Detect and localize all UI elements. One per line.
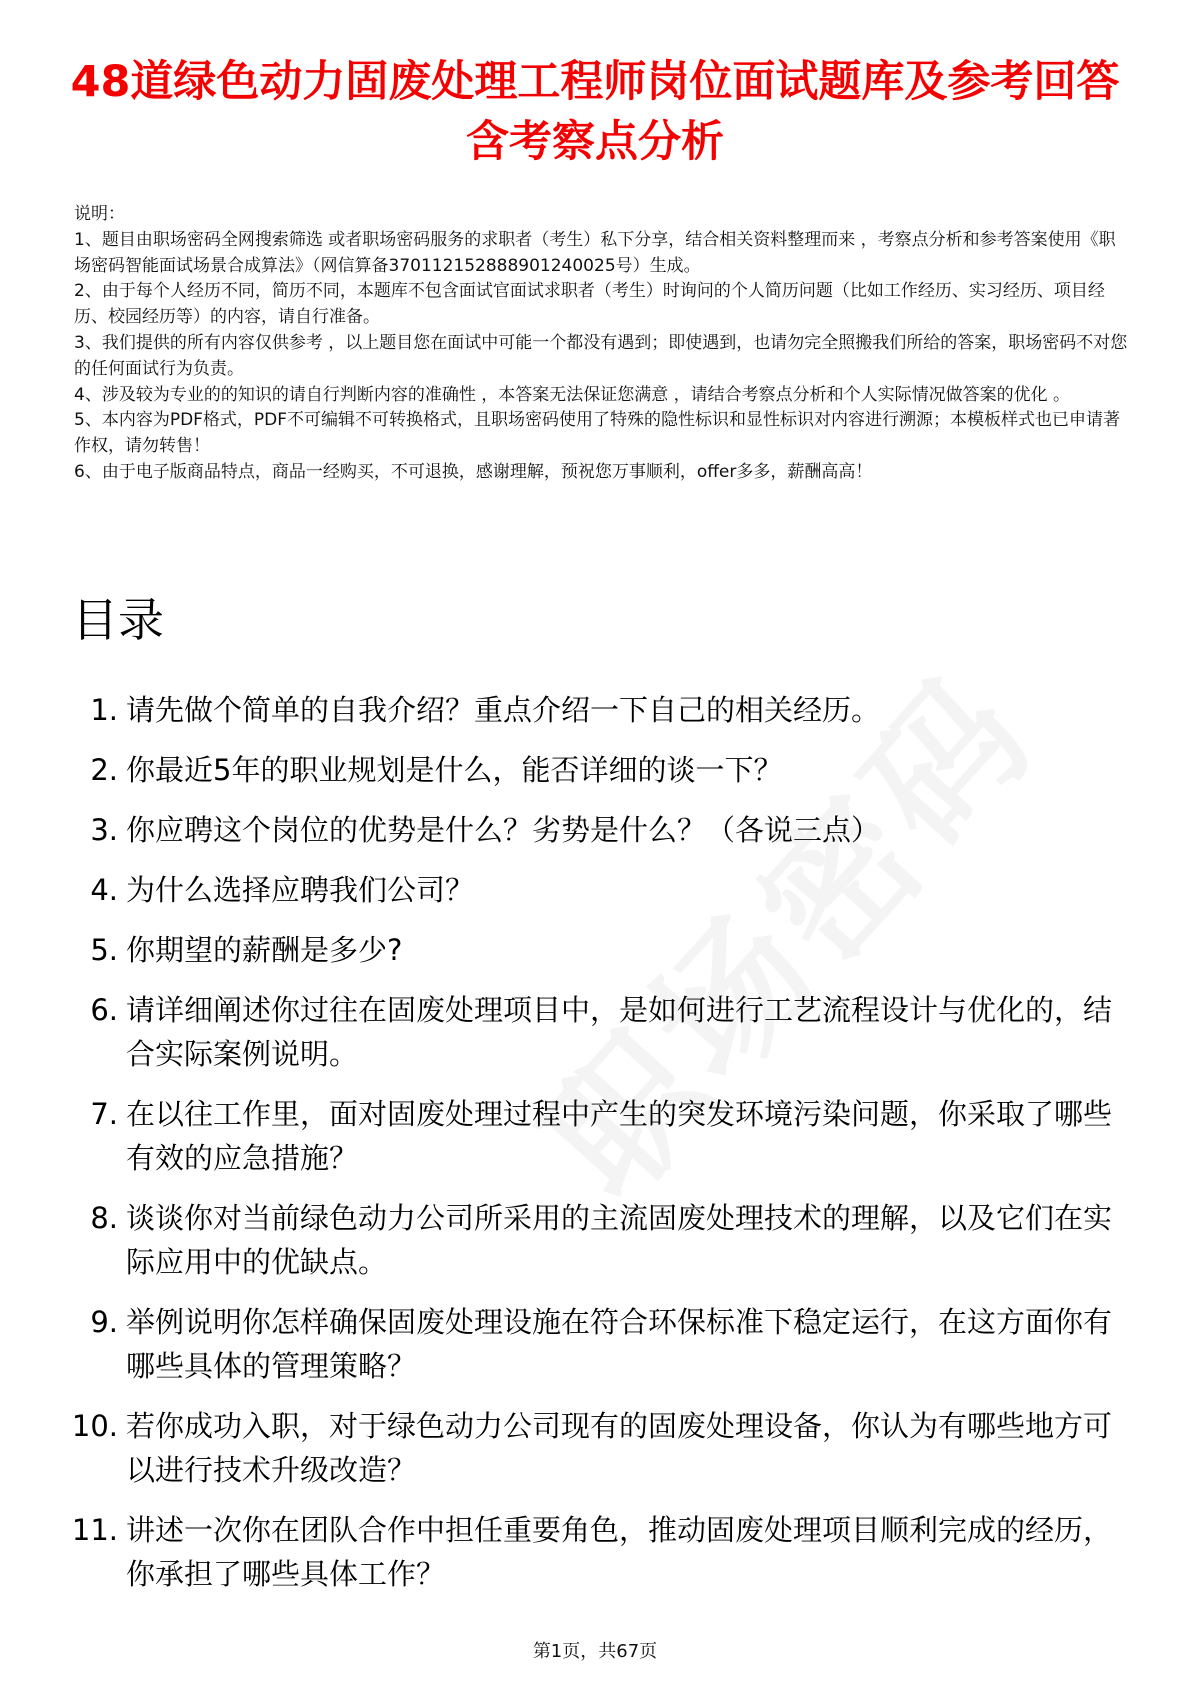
toc-item-number: 2. xyxy=(90,753,118,787)
note-item: 5、本内容为PDF格式，PDF不可编辑不可转换格式，且职场密码使用了特殊的隐性标识和显性标识对内容进行溯源；本模板样式也已申请著作权，请勿转售！ xyxy=(74,410,1121,457)
note-item: 1、题目由职场密码全网搜索筛选 或者职场密码服务的求职者（考生）私下分享，结合相关资料整理而来 ，考察点分析和参考答案使用《职场密码智能面试场景合成算法》（网信算备370112152888901240025号）生成。 xyxy=(74,229,1116,276)
toc-item-number: 7. xyxy=(90,1097,118,1131)
note-item: 2、由于每个人经历不同，简历不同，本题库不包含面试官面试求职者（考生）时询问的个人简历问题（比如工作经历、实习经历、项目经历、校园经历等）的内容，请自行准备。 xyxy=(74,281,1105,328)
toc-item-text: 在以往工作里，面对固废处理过程中产生的突发环境污染问题，你采取了哪些有效的应急措施？ xyxy=(126,1097,1113,1175)
toc-item-number: 1. xyxy=(90,693,118,727)
toc-item-text: 你应聘这个岗位的优势是什么？劣势是什么？（各说三点） xyxy=(126,813,881,847)
toc-item-number: 3. xyxy=(90,813,118,847)
toc-item-text: 你最近5年的职业规划是什么，能否详细的谈一下？ xyxy=(126,753,783,787)
toc-item[interactable] xyxy=(60,928,1120,972)
toc-item-text: 你期望的薪酬是多少? xyxy=(126,933,403,967)
toc-item-text: 若你成功入职，对于绿色动力公司现有的固废处理设备，你认为有哪些地方可以进行技术升级改造？ xyxy=(126,1409,1113,1487)
toc-item-number: 4. xyxy=(90,873,118,907)
toc-item-text: 为什么选择应聘我们公司？ xyxy=(126,873,475,907)
toc-item[interactable] xyxy=(60,808,1120,852)
toc-item-number: 11. xyxy=(71,1513,118,1547)
note-item: 6、由于电子版商品特点，商品一经购买，不可退换，感谢理解，预祝您万事顺利，offer多多，薪酬高高！ xyxy=(74,461,873,482)
notes-heading: 说明： xyxy=(74,204,125,224)
notes-section xyxy=(74,202,1130,486)
toc-item-number: 10. xyxy=(71,1409,118,1443)
toc-item-text: 请先做个简单的自我介绍？重点介绍一下自己的相关经历。 xyxy=(126,693,881,727)
toc-item[interactable] xyxy=(60,748,1120,792)
toc-item-text: 举例说明你怎样确保固废处理设施在符合环保标准下稳定运行，在这方面你有哪些具体的管理策略？ xyxy=(126,1305,1113,1383)
note-item: 4、涉及较为专业的的知识的请自行判断内容的准确性 ，本答案无法保证您满意 ，请结合考察点分析和个人实际情况做答案的优化 。 xyxy=(74,384,1071,405)
toc-item-text: 谈谈你对当前绿色动力公司所采用的主流固废处理技术的理解，以及它们在实际应用中的优缺点。 xyxy=(126,1201,1113,1279)
toc-item-number: 9. xyxy=(90,1305,118,1339)
toc-item[interactable] xyxy=(60,1196,1120,1284)
toc-heading: 目录 xyxy=(72,593,164,647)
toc-item-text: 请详细阐述你过往在固废处理项目中，是如何进行工艺流程设计与优化的，结合实际案例说明。 xyxy=(126,993,1113,1071)
toc-list xyxy=(60,688,1120,1612)
toc-item[interactable] xyxy=(60,868,1120,912)
toc-item[interactable] xyxy=(60,1092,1120,1180)
toc-item-text: 讲述一次你在团队合作中担任重要角色，推动固废处理项目顺利完成的经历，你承担了哪些具体工作？ xyxy=(126,1513,1113,1591)
toc-item[interactable] xyxy=(60,1508,1120,1596)
toc-item-number: 8. xyxy=(90,1201,118,1235)
page-title: 48道绿色动力固废处理工程师岗位面试题库及参考回答含考察点分析 xyxy=(70,57,1120,167)
toc-item[interactable] xyxy=(60,1300,1120,1388)
note-item: 3、我们提供的所有内容仅供参考 ，以上题目您在面试中可能一个都没有遇到；即使遇到，也请勿完全照搬我们所给的答案，职场密码不对您的任何面试行为负责。 xyxy=(74,332,1128,379)
toc-item[interactable] xyxy=(60,1404,1120,1492)
toc-item-number: 5. xyxy=(90,933,118,967)
toc-item[interactable] xyxy=(60,988,1120,1076)
toc-item-number: 6. xyxy=(90,993,118,1027)
page-footer: 第1页，共67页 xyxy=(532,1641,658,1662)
toc-item[interactable] xyxy=(60,688,1120,732)
